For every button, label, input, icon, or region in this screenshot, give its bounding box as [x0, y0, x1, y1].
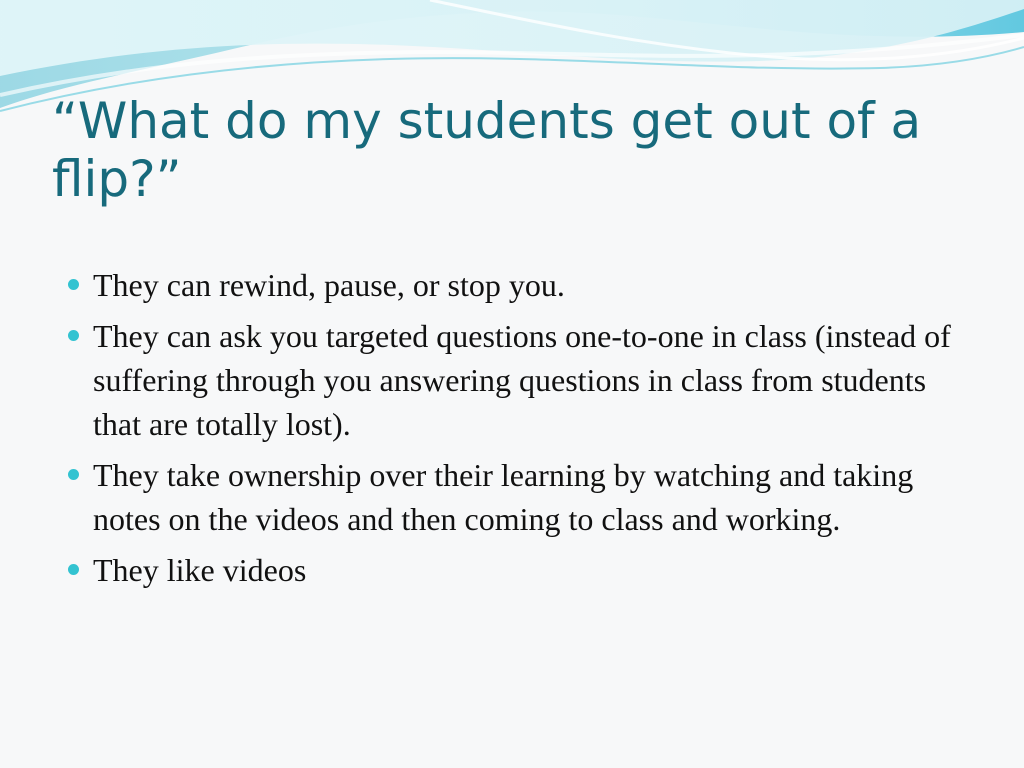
bullet-item: [60, 263, 960, 307]
bullet-list: [60, 263, 960, 599]
slide-title: “What do my students get out of a flip?”: [52, 92, 922, 208]
circle-bullet-icon: [68, 469, 79, 480]
bullet-text: They can ask you targeted questions one-to-one in class (instead of suffering through you answering questions in class from students that are totally lost).: [93, 318, 951, 442]
circle-bullet-icon: [68, 279, 79, 290]
circle-bullet-icon: [68, 330, 79, 341]
bullet-item: [60, 314, 960, 446]
bullet-text: They can rewind, pause, or stop you.: [93, 267, 565, 303]
circle-bullet-icon: [68, 564, 79, 575]
bullet-item: [60, 548, 960, 592]
bullet-text: They like videos: [93, 552, 307, 588]
bullet-text: They take ownership over their learning by watching and taking notes on the videos and then coming to class and working.: [93, 457, 914, 537]
bullet-item: [60, 453, 960, 541]
